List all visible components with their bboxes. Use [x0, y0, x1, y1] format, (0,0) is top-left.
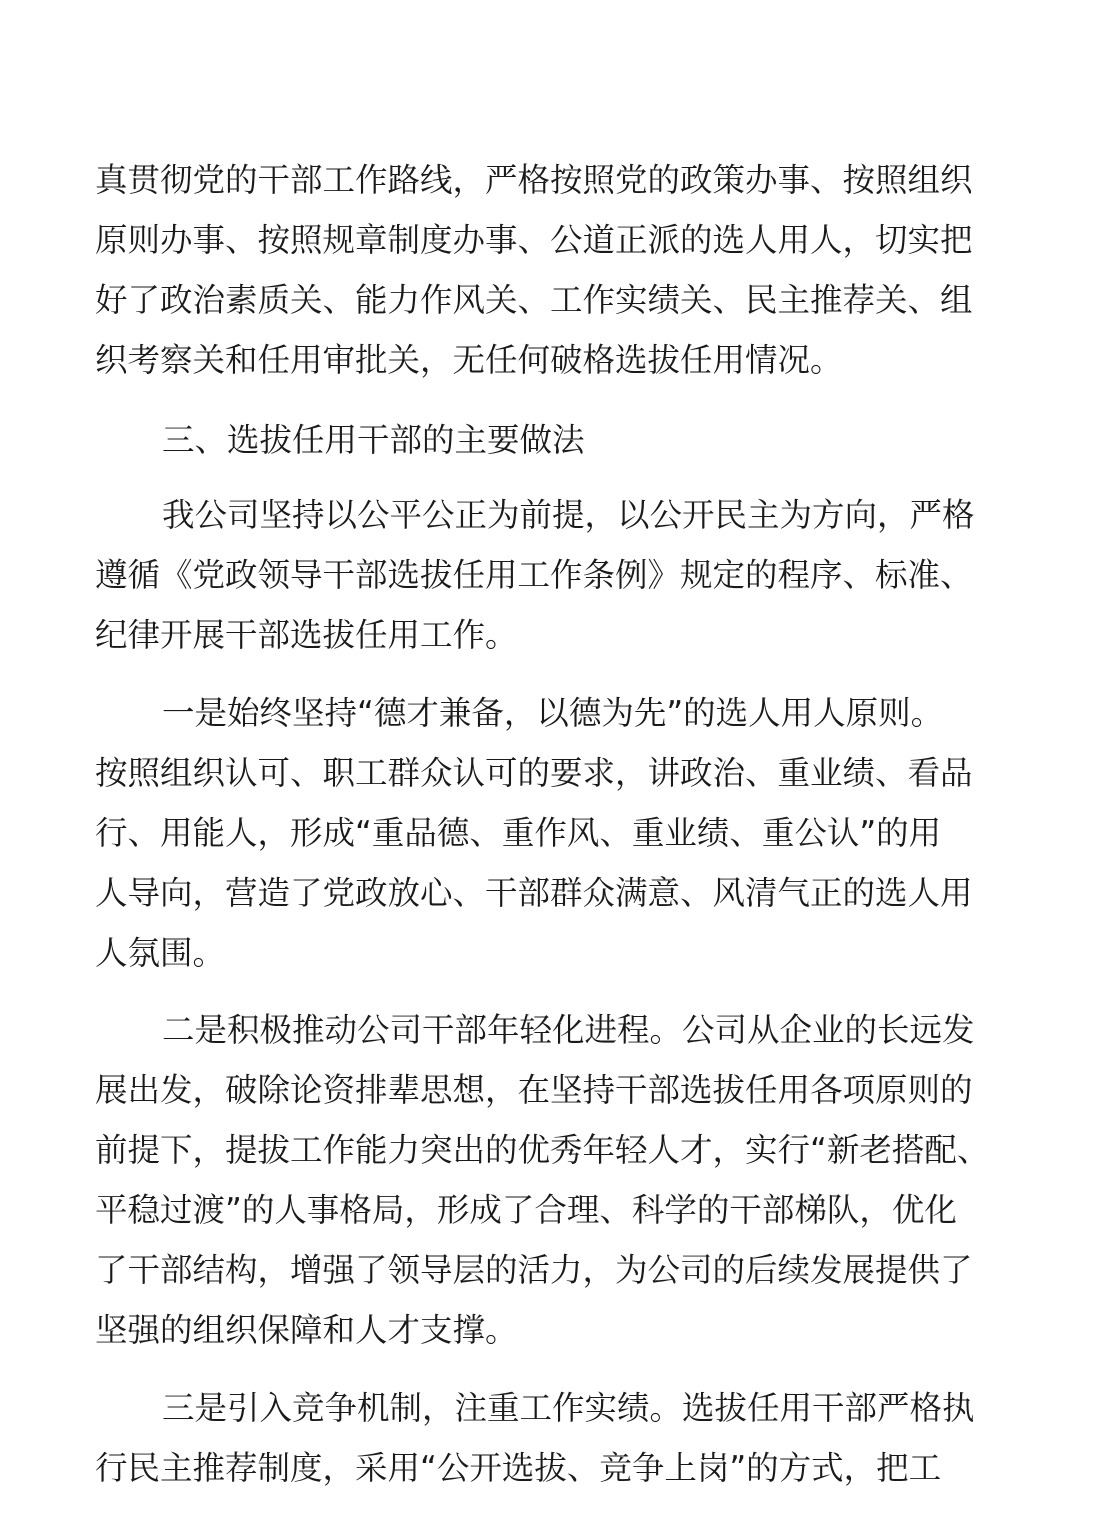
paragraph-2-line-3: 纪律开展干部选拔任用工作。: [95, 616, 518, 654]
paragraph-5-line-2: 行民主推荐制度，采用“公开选拔、竞争上岗”的方式，把工: [95, 1449, 942, 1487]
paragraph-2-line-2: 遵循《党政领导干部选拔任用工作条例》规定的程序、标准、: [95, 556, 973, 594]
paragraph-1-line-4: 织考察关和任用审批关，无任何破格选拔任用情况。: [95, 341, 843, 379]
paragraph-1-line-2: 原则办事、按照规章制度办事、公道正派的选人用人，切实把: [95, 221, 973, 259]
paragraph-4-line-3: 前提下，提拔工作能力突出的优秀年轻人才，实行“新老搭配、: [95, 1131, 990, 1169]
paragraph-4-line-5: 了干部结构，增强了领导层的活力，为公司的后续发展提供了: [95, 1251, 973, 1289]
paragraph-4-line-1: 二是积极推动公司干部年轻化进程。公司从企业的长远发: [162, 1011, 975, 1049]
paragraph-3-line-4: 人导向，营造了党政放心、干部群众满意、风清气正的选人用: [95, 874, 973, 912]
paragraph-3-line-5: 人氛围。: [95, 934, 226, 972]
paragraph-3-line-1: 一是始终坚持“德才兼备，以德为先”的选人用人原则。: [162, 694, 944, 732]
paragraph-4-line-4: 平稳过渡”的人事格局，形成了合理、科学的干部梯队，优化: [95, 1191, 957, 1229]
paragraph-4-line-2: 展出发，破除论资排辈思想，在坚持干部选拔任用各项原则的: [95, 1071, 973, 1109]
paragraph-4-line-6: 坚强的组织保障和人才支撑。: [95, 1311, 518, 1349]
paragraph-3-line-2: 按照组织认可、职工群众认可的要求，讲政治、重业绩、看品: [95, 754, 973, 792]
section-heading: 三、选拔任用干部的主要做法: [162, 421, 585, 459]
paragraph-1-line-1: 真贯彻党的干部工作路线，严格按照党的政策办事、按照组织: [95, 161, 973, 199]
paragraph-3-line-3: 行、用能人，形成“重品德、重作风、重业绩、重公认”的用: [95, 814, 942, 852]
paragraph-2-line-1: 我公司坚持以公平公正为前提，以公开民主为方向，严格: [162, 496, 975, 534]
paragraph-5-line-1: 三是引入竞争机制，注重工作实绩。选拔任用干部严格执: [162, 1389, 975, 1427]
paragraph-1-line-3: 好了政治素质关、能力作风关、工作实绩关、民主推荐关、组: [95, 281, 973, 319]
